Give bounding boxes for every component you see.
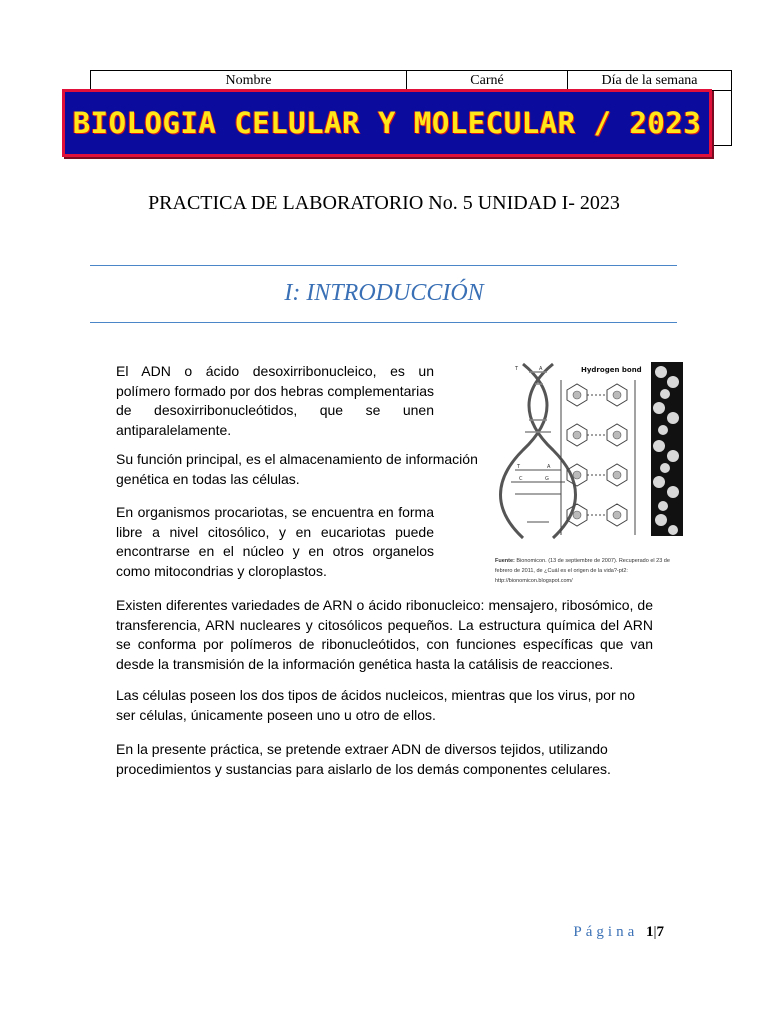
header-label-nombre: Nombre [225, 73, 272, 88]
paragraph-funcion: Su función principal, es el almacenamiento de información genética en todas las células. [116, 451, 478, 487]
header-cell-carne [406, 70, 568, 91]
paragraph-adn: El ADN o ácido desoxirribonucleico, es un polímero formado por dos hebras complementarias de desoxirribonucleótidos, que se unen antiparalelamente. [116, 363, 434, 438]
svg-text:G: G [545, 476, 549, 482]
page-total: 7 [656, 924, 664, 940]
course-banner-text: BIOLOGIA CELULAR Y MOLECULAR / 2023 [72, 106, 702, 140]
paragraph-practica: En la presente práctica, se pretende extraer ADN de diversos tejidos, utilizando procedimientos y sustancias para aislarlo de los demás componentes celulares. [116, 741, 611, 777]
paragraph-celulas: Las células poseen los dos tipos de ácidos nucleicos, mientras que los virus, por no ser células, únicamente poseen uno u otro de ellos. [116, 687, 636, 723]
course-banner [62, 89, 712, 157]
svg-text:A: A [539, 366, 543, 372]
divider-top [90, 265, 677, 266]
dna-diagram [495, 360, 685, 546]
header-label-carne: Carné [470, 73, 504, 88]
page-footer [573, 924, 664, 941]
divider-bottom [90, 322, 677, 323]
page-separator: | [653, 924, 657, 940]
figure-caption-text: Bionomicon. (13 de septiembre de 2007). Recuperado el 23 de febrero de 2011, de ¿Cuál es el origen de la vida?-pt2: http://bionomicon.blogspot.com/ [495, 558, 670, 584]
svg-text:C: C [519, 476, 523, 482]
svg-text:T: T [517, 464, 521, 470]
hydrogen-bond-label: Hydrogen bond [581, 366, 642, 374]
page-number: 1 [645, 924, 654, 940]
header-cell-dia [567, 70, 732, 91]
header-label-dia: Día de la semana [601, 73, 698, 88]
figure-caption [495, 556, 685, 586]
paragraph-arn: Existen diferentes variedades de ARN o ácido ribonucleico: mensajero, ribosómico, de transferencia, ARN nucleares y citosólicos pequeños. La estructura química del ARN se conforma por polímeros de ribonucleótidos, con funciones específicas que van desde la transmisión de la información genética hasta la catálisis de reacciones. [116, 597, 653, 672]
svg-text:A: A [547, 464, 551, 470]
svg-text:T: T [515, 366, 519, 372]
page-word: Página [573, 924, 639, 940]
header-cell-nombre [90, 70, 407, 91]
dna-structure-figure [495, 360, 685, 546]
practice-title: PRACTICA DE LABORATORIO No. 5 UNIDAD I- 2023 [148, 192, 620, 214]
figure-caption-source: Fuente: [495, 558, 515, 564]
paragraph-organismos: En organismos procariotas, se encuentra en forma libre a nivel citosólico, y en eucariotas puede encontrarse en el núcleo y en otros organelos como mitocondrias y cloroplastos. [116, 504, 434, 579]
section-title: I: INTRODUCCIÓN [284, 280, 484, 306]
